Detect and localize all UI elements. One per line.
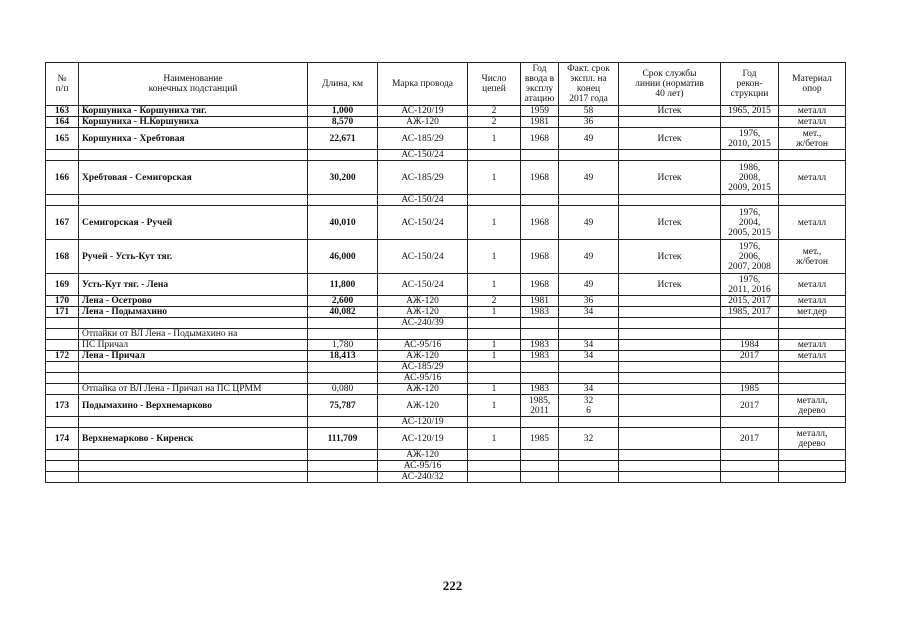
wire-cell: АС-120/19 xyxy=(378,417,468,428)
table-row xyxy=(46,450,846,461)
num-cell xyxy=(46,417,79,428)
length-cell xyxy=(308,461,378,472)
wire-cell xyxy=(378,329,468,340)
material-cell: мет.дер xyxy=(779,307,846,318)
wire-cell: АС-95/16 xyxy=(378,461,468,472)
material-cell: металл xyxy=(779,340,846,351)
table-row xyxy=(46,340,846,351)
recon-cell xyxy=(721,362,779,373)
recon-cell: 1985, 2017 xyxy=(721,307,779,318)
actual-cell: 49 xyxy=(559,128,619,150)
service-cell xyxy=(619,351,721,362)
name-cell: Усть-Кут тяг. - Лена xyxy=(79,274,308,296)
service-cell xyxy=(619,296,721,307)
name-cell: Лена - Осетрово xyxy=(79,296,308,307)
table-body xyxy=(46,106,846,483)
table-row xyxy=(46,351,846,362)
wire-cell: АС-185/29 xyxy=(378,362,468,373)
actual-cell: 34 xyxy=(559,384,619,395)
year-cell xyxy=(521,150,559,161)
num-cell: 164 xyxy=(46,117,79,128)
name-cell xyxy=(79,318,308,329)
length-cell xyxy=(308,450,378,461)
wire-cell: АС-150/24 xyxy=(378,240,468,274)
material-cell: мет., ж/бетон xyxy=(779,240,846,274)
service-cell xyxy=(619,150,721,161)
header-num: № п/п xyxy=(46,63,79,106)
actual-cell xyxy=(559,195,619,206)
actual-cell: 34 xyxy=(559,307,619,318)
year-cell xyxy=(521,195,559,206)
table-row xyxy=(46,195,846,206)
year-cell: 1985, 2011 xyxy=(521,395,559,417)
actual-cell: 34 xyxy=(559,340,619,351)
recon-cell: 1965, 2015 xyxy=(721,106,779,117)
length-cell: 11,800 xyxy=(308,274,378,296)
year-cell xyxy=(521,461,559,472)
length-cell: 30,200 xyxy=(308,161,378,195)
circuits-cell: 1 xyxy=(468,128,521,150)
recon-cell: 1986, 2008, 2009, 2015 xyxy=(721,161,779,195)
circuits-cell: 2 xyxy=(468,117,521,128)
actual-cell xyxy=(559,472,619,483)
circuits-cell: 1 xyxy=(468,240,521,274)
recon-cell xyxy=(721,117,779,128)
actual-cell: 49 xyxy=(559,161,619,195)
length-cell: 1,780 xyxy=(308,340,378,351)
year-cell: 1959 xyxy=(521,106,559,117)
service-cell xyxy=(619,417,721,428)
actual-cell: 34 xyxy=(559,351,619,362)
service-cell xyxy=(619,461,721,472)
actual-cell xyxy=(559,329,619,340)
recon-cell xyxy=(721,417,779,428)
year-cell: 1968 xyxy=(521,206,559,240)
material-cell xyxy=(779,318,846,329)
circuits-cell: 1 xyxy=(468,351,521,362)
table-row xyxy=(46,274,846,296)
num-cell xyxy=(46,450,79,461)
name-cell: Коршуниха - Хребтовая xyxy=(79,128,308,150)
circuits-cell: 2 xyxy=(468,106,521,117)
table-row xyxy=(46,362,846,373)
year-cell xyxy=(521,329,559,340)
wire-cell: АЖ-120 xyxy=(378,351,468,362)
num-cell xyxy=(46,329,79,340)
length-cell: 22,671 xyxy=(308,128,378,150)
length-cell: 75,787 xyxy=(308,395,378,417)
service-cell xyxy=(619,450,721,461)
name-cell: Подымахино - Верхнемарково xyxy=(79,395,308,417)
header-circuits: Число цепей xyxy=(468,63,521,106)
year-cell: 1981 xyxy=(521,117,559,128)
year-cell: 1968 xyxy=(521,128,559,150)
actual-cell: 49 xyxy=(559,206,619,240)
table-row xyxy=(46,428,846,450)
recon-cell xyxy=(721,461,779,472)
circuits-cell xyxy=(468,472,521,483)
length-cell: 46,000 xyxy=(308,240,378,274)
material-cell xyxy=(779,384,846,395)
name-cell: Верхнемарково - Киренск xyxy=(79,428,308,450)
wire-cell: АЖ-120 xyxy=(378,117,468,128)
material-cell xyxy=(779,329,846,340)
num-cell: 173 xyxy=(46,395,79,417)
name-cell: Лена - Причал xyxy=(79,351,308,362)
wire-cell: АЖ-120 xyxy=(378,450,468,461)
length-cell: 40,010 xyxy=(308,206,378,240)
circuits-cell xyxy=(468,329,521,340)
material-cell: мет., ж/бетон xyxy=(779,128,846,150)
service-cell xyxy=(619,329,721,340)
wire-cell: АС-150/24 xyxy=(378,195,468,206)
actual-cell: 36 xyxy=(559,296,619,307)
table-row xyxy=(46,307,846,318)
material-cell xyxy=(779,195,846,206)
wire-cell: АС-120/19 xyxy=(378,428,468,450)
year-cell: 1985 xyxy=(521,428,559,450)
table-row xyxy=(46,318,846,329)
actual-cell xyxy=(559,450,619,461)
recon-cell: 1985 xyxy=(721,384,779,395)
circuits-cell xyxy=(468,461,521,472)
recon-cell: 2015, 2017 xyxy=(721,296,779,307)
length-cell: 111,709 xyxy=(308,428,378,450)
name-cell: Лена - Подымахино xyxy=(79,307,308,318)
length-cell xyxy=(308,150,378,161)
recon-cell xyxy=(721,150,779,161)
name-cell xyxy=(79,417,308,428)
material-cell: металл, дерево xyxy=(779,395,846,417)
service-cell xyxy=(619,117,721,128)
num-cell xyxy=(46,472,79,483)
material-cell: металл xyxy=(779,206,846,240)
service-cell xyxy=(619,373,721,384)
material-cell: металл xyxy=(779,161,846,195)
table-row xyxy=(46,395,846,417)
actual-cell: 49 xyxy=(559,274,619,296)
power-lines-table xyxy=(45,62,846,483)
name-cell xyxy=(79,450,308,461)
wire-cell: АЖ-120 xyxy=(378,384,468,395)
num-cell: 169 xyxy=(46,274,79,296)
table-row xyxy=(46,206,846,240)
recon-cell xyxy=(721,472,779,483)
length-cell: 40,082 xyxy=(308,307,378,318)
name-cell: Отпайка от ВЛ Лена - Причал на ПС ЦРММ xyxy=(79,384,308,395)
material-cell xyxy=(779,450,846,461)
length-cell: 8,570 xyxy=(308,117,378,128)
name-cell xyxy=(79,362,308,373)
year-cell xyxy=(521,417,559,428)
length-cell: 2,600 xyxy=(308,296,378,307)
service-cell xyxy=(619,472,721,483)
table-row xyxy=(46,240,846,274)
length-cell: 1,000 xyxy=(308,106,378,117)
material-cell xyxy=(779,461,846,472)
recon-cell: 1976, 2006, 2007, 2008 xyxy=(721,240,779,274)
name-cell: Отпайки от ВЛ Лена - Подымахино на xyxy=(79,329,308,340)
material-cell: металл xyxy=(779,351,846,362)
num-cell xyxy=(46,150,79,161)
service-cell xyxy=(619,395,721,417)
actual-cell xyxy=(559,373,619,384)
table-header-row xyxy=(46,63,846,106)
service-cell xyxy=(619,307,721,318)
wire-cell: АС-120/19 xyxy=(378,106,468,117)
recon-cell: 2017 xyxy=(721,395,779,417)
circuits-cell: 1 xyxy=(468,307,521,318)
service-cell: Истек xyxy=(619,274,721,296)
table-row xyxy=(46,417,846,428)
length-cell xyxy=(308,362,378,373)
circuits-cell: 1 xyxy=(468,206,521,240)
num-cell: 171 xyxy=(46,307,79,318)
circuits-cell xyxy=(468,195,521,206)
header-wire: Марка провода xyxy=(378,63,468,106)
recon-cell: 2017 xyxy=(721,351,779,362)
num-cell xyxy=(46,318,79,329)
recon-cell: 1976, 2010, 2015 xyxy=(721,128,779,150)
year-cell: 1983 xyxy=(521,307,559,318)
actual-cell: 32 xyxy=(559,428,619,450)
year-cell xyxy=(521,318,559,329)
circuits-cell xyxy=(468,318,521,329)
year-cell xyxy=(521,450,559,461)
page-number: 222 xyxy=(442,578,463,593)
wire-cell: АЖ-120 xyxy=(378,395,468,417)
table-row xyxy=(46,117,846,128)
table-row xyxy=(46,373,846,384)
recon-cell xyxy=(721,329,779,340)
wire-cell: АС-150/24 xyxy=(378,274,468,296)
name-cell: Коршуниха - Коршуниха тяг. xyxy=(79,106,308,117)
length-cell xyxy=(308,417,378,428)
wire-cell: АС-95/16 xyxy=(378,340,468,351)
wire-cell: АС-95/16 xyxy=(378,373,468,384)
recon-cell: 1984 xyxy=(721,340,779,351)
recon-cell xyxy=(721,195,779,206)
actual-cell: 58 xyxy=(559,106,619,117)
table-row xyxy=(46,161,846,195)
num-cell: 167 xyxy=(46,206,79,240)
actual-cell: 36 xyxy=(559,117,619,128)
table-row xyxy=(46,106,846,117)
num-cell: 170 xyxy=(46,296,79,307)
recon-cell xyxy=(721,373,779,384)
circuits-cell: 1 xyxy=(468,384,521,395)
service-cell: Истек xyxy=(619,206,721,240)
table-row xyxy=(46,461,846,472)
actual-cell xyxy=(559,461,619,472)
length-cell xyxy=(308,373,378,384)
wire-cell: АС-240/39 xyxy=(378,318,468,329)
length-cell xyxy=(308,318,378,329)
recon-cell xyxy=(721,450,779,461)
actual-cell: 49 xyxy=(559,240,619,274)
name-cell: Семигорская - Ручей xyxy=(79,206,308,240)
header-service: Срок службы линии (норматив 40 лет) xyxy=(619,63,721,106)
name-cell xyxy=(79,195,308,206)
material-cell xyxy=(779,373,846,384)
circuits-cell: 1 xyxy=(468,340,521,351)
name-cell xyxy=(79,373,308,384)
year-cell: 1968 xyxy=(521,240,559,274)
wire-cell: АЖ-120 xyxy=(378,307,468,318)
name-cell xyxy=(79,472,308,483)
service-cell xyxy=(619,318,721,329)
year-cell xyxy=(521,362,559,373)
num-cell: 165 xyxy=(46,128,79,150)
length-cell xyxy=(308,472,378,483)
service-cell xyxy=(619,428,721,450)
length-cell xyxy=(308,195,378,206)
year-cell: 1983 xyxy=(521,351,559,362)
wire-cell: АС-150/24 xyxy=(378,150,468,161)
material-cell: металл xyxy=(779,274,846,296)
circuits-cell: 1 xyxy=(468,161,521,195)
num-cell xyxy=(46,373,79,384)
num-cell: 168 xyxy=(46,240,79,274)
circuits-cell xyxy=(468,450,521,461)
service-cell xyxy=(619,384,721,395)
header-length: Длина, км xyxy=(308,63,378,106)
material-cell: металл xyxy=(779,296,846,307)
year-cell xyxy=(521,373,559,384)
material-cell xyxy=(779,150,846,161)
num-cell: 174 xyxy=(46,428,79,450)
name-cell: Хребтовая - Семигорская xyxy=(79,161,308,195)
actual-cell: 32 6 xyxy=(559,395,619,417)
circuits-cell xyxy=(468,150,521,161)
year-cell: 1983 xyxy=(521,340,559,351)
wire-cell: АС-185/29 xyxy=(378,161,468,195)
header-material: Материал опор xyxy=(779,63,846,106)
circuits-cell xyxy=(468,373,521,384)
num-cell: 172 xyxy=(46,351,79,362)
wire-cell: АС-240/32 xyxy=(378,472,468,483)
table-row xyxy=(46,329,846,340)
num-cell xyxy=(46,195,79,206)
service-cell: Истек xyxy=(619,128,721,150)
name-cell xyxy=(79,461,308,472)
recon-cell: 1976, 2011, 2016 xyxy=(721,274,779,296)
circuits-cell: 2 xyxy=(468,296,521,307)
num-cell: 166 xyxy=(46,161,79,195)
circuits-cell: 1 xyxy=(468,395,521,417)
name-cell xyxy=(79,150,308,161)
wire-cell: АС-185/29 xyxy=(378,128,468,150)
service-cell: Истек xyxy=(619,240,721,274)
actual-cell xyxy=(559,150,619,161)
table-row xyxy=(46,296,846,307)
service-cell xyxy=(619,195,721,206)
table-row xyxy=(46,150,846,161)
recon-cell: 2017 xyxy=(721,428,779,450)
recon-cell: 1976, 2004, 2005, 2015 xyxy=(721,206,779,240)
recon-cell xyxy=(721,318,779,329)
actual-cell xyxy=(559,417,619,428)
material-cell xyxy=(779,362,846,373)
header-year: Год ввода в эксплу атацию xyxy=(521,63,559,106)
material-cell: металл xyxy=(779,106,846,117)
service-cell: Истек xyxy=(619,161,721,195)
num-cell xyxy=(46,384,79,395)
table-row xyxy=(46,472,846,483)
num-cell xyxy=(46,362,79,373)
wire-cell: АС-150/24 xyxy=(378,206,468,240)
year-cell: 1968 xyxy=(521,274,559,296)
year-cell: 1968 xyxy=(521,161,559,195)
year-cell: 1983 xyxy=(521,384,559,395)
material-cell: металл xyxy=(779,117,846,128)
year-cell xyxy=(521,472,559,483)
length-cell xyxy=(308,329,378,340)
material-cell xyxy=(779,472,846,483)
material-cell: металл, дерево xyxy=(779,428,846,450)
year-cell: 1981 xyxy=(521,296,559,307)
num-cell xyxy=(46,340,79,351)
material-cell xyxy=(779,417,846,428)
name-cell: Коршуниха - Н.Коршуниха xyxy=(79,117,308,128)
length-cell: 18,413 xyxy=(308,351,378,362)
actual-cell xyxy=(559,318,619,329)
table-row xyxy=(46,384,846,395)
name-cell: Ручей - Усть-Кут тяг. xyxy=(79,240,308,274)
circuits-cell: 1 xyxy=(468,274,521,296)
header-name: Наименование конечных подстанций xyxy=(79,63,308,106)
circuits-cell xyxy=(468,362,521,373)
service-cell xyxy=(619,340,721,351)
num-cell xyxy=(46,461,79,472)
circuits-cell: 1 xyxy=(468,428,521,450)
circuits-cell xyxy=(468,417,521,428)
length-cell: 0,080 xyxy=(308,384,378,395)
wire-cell: АЖ-120 xyxy=(378,296,468,307)
service-cell: Истек xyxy=(619,106,721,117)
table-row xyxy=(46,128,846,150)
header-recon: Год рекон- струкции xyxy=(721,63,779,106)
header-actual: Факт. срок экспл. на конец 2017 года xyxy=(559,63,619,106)
actual-cell xyxy=(559,362,619,373)
name-cell: ПС Причал xyxy=(79,340,308,351)
service-cell xyxy=(619,362,721,373)
num-cell: 163 xyxy=(46,106,79,117)
